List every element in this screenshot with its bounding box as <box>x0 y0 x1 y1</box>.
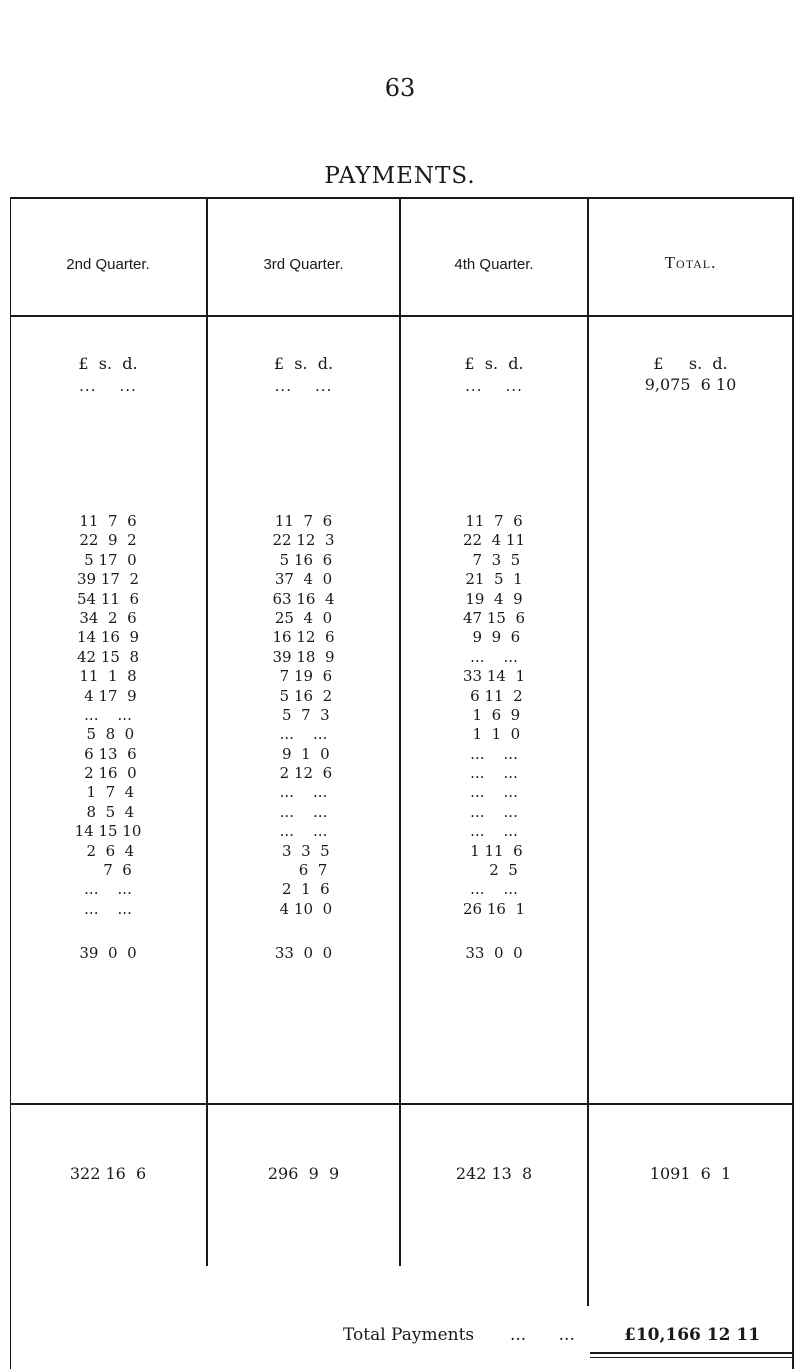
table-row: 22 12 3 <box>272 531 335 550</box>
table-row: 2 16 0 <box>79 764 137 783</box>
table-row: ... ... <box>84 705 132 724</box>
table-row: ... ... <box>84 899 132 918</box>
total-4th-quarter: 242 13 8 <box>455 1164 533 1183</box>
table-row: ... ... <box>470 783 518 802</box>
total-2nd-quarter: 322 16 6 <box>69 1164 147 1183</box>
table-row: ... ... <box>470 802 518 821</box>
table-row: ... ... <box>84 880 132 899</box>
table-row: ... ... <box>470 744 518 763</box>
table-row: 34 2 6 <box>79 608 137 627</box>
table-row: 6 13 6 <box>79 744 137 763</box>
table-row: ... ... <box>470 822 518 841</box>
unit-4th-quarter: £ s. d. <box>464 354 524 373</box>
total-total: 1091 6 1 <box>649 1164 732 1183</box>
table-row: 5 16 2 <box>274 686 333 705</box>
table-row: 42 15 8 <box>76 647 140 666</box>
header-total: Total. <box>664 253 717 272</box>
header-2nd-quarter: 2nd Quarter. <box>66 256 150 273</box>
bottom-rule <box>590 1352 794 1354</box>
table-row: ... ... <box>470 647 518 666</box>
table-row: 2 5 <box>470 861 518 880</box>
table-top-rule <box>10 197 794 199</box>
rows-3rd-quarter <box>208 512 399 919</box>
table-row: 25 4 0 <box>274 608 333 627</box>
footer-leaders: ... ... <box>510 1325 575 1345</box>
table-right-rule <box>792 197 794 1369</box>
totals-rule <box>10 1103 794 1105</box>
header-4th-quarter: 4th Quarter. <box>454 256 534 273</box>
first-2nd-quarter: ... ... <box>79 377 137 395</box>
first-3rd-quarter: ... ... <box>274 377 333 395</box>
table-row: 5 7 3 <box>277 705 330 724</box>
table-row: ... ... <box>279 783 328 802</box>
table-row: 47 15 6 <box>462 608 526 627</box>
subtotal-4th-quarter: 33 0 0 <box>465 944 523 962</box>
table-row: 7 19 6 <box>274 667 333 686</box>
table-row: 26 16 1 <box>462 899 526 918</box>
unit-3rd-quarter: £ s. d. <box>273 354 334 373</box>
table-row: ... ... <box>279 725 328 744</box>
table-row: 11 1 8 <box>79 667 137 686</box>
table-row: 7 3 5 <box>467 550 521 569</box>
first-4th-quarter: ... ... <box>465 377 523 395</box>
table-row: 7 6 <box>84 861 132 880</box>
table-row: 5 16 6 <box>274 550 333 569</box>
table-row: 39 18 9 <box>272 647 335 666</box>
table-row: 4 10 0 <box>274 899 333 918</box>
footer-label: Total Payments <box>343 1325 475 1345</box>
table-row: 14 16 9 <box>76 628 140 647</box>
table-row: 19 4 9 <box>465 589 523 608</box>
table-row: 9 9 6 <box>467 628 521 647</box>
table-row: 37 4 0 <box>274 570 333 589</box>
table-row: ... ... <box>470 880 518 899</box>
table-row: 11 7 6 <box>79 512 137 530</box>
table-row: 4 17 9 <box>79 686 137 705</box>
table-row: ... ... <box>279 822 328 841</box>
unit-2nd-quarter: £ s. d. <box>78 354 138 373</box>
unit-total: £ s. d. <box>653 354 728 373</box>
table-row: 5 8 0 <box>81 725 135 744</box>
table-row: 14 15 10 <box>74 822 142 841</box>
table-row: 11 7 6 <box>465 512 523 530</box>
subtotal-3rd-quarter: 33 0 0 <box>274 944 333 962</box>
subtotal-2nd-quarter: 39 0 0 <box>79 944 137 962</box>
table-row: 63 16 4 <box>272 589 335 608</box>
table-row: 1 11 6 <box>465 841 523 860</box>
table-row: ... ... <box>279 802 328 821</box>
table-row: 5 17 0 <box>79 550 137 569</box>
header-rule <box>10 315 794 317</box>
table-row: 16 12 6 <box>272 628 335 647</box>
table-row: 6 7 <box>279 861 328 880</box>
rows-4th-quarter <box>401 512 587 919</box>
table-row: 21 5 1 <box>465 570 523 589</box>
table-row: 1 7 4 <box>81 783 135 802</box>
table-row: 3 3 5 <box>277 841 330 860</box>
page-title: PAYMENTS. <box>324 163 476 189</box>
total-3rd-quarter: 296 9 9 <box>267 1164 340 1183</box>
table-row: ... ... <box>470 764 518 783</box>
bottom-rule-2 <box>590 1357 794 1358</box>
table-row: 11 7 6 <box>274 512 333 530</box>
table-row: 2 1 6 <box>277 880 330 899</box>
header-3rd-quarter: 3rd Quarter. <box>263 256 344 273</box>
table-row: 33 14 1 <box>462 667 526 686</box>
table-row: 9 1 0 <box>277 744 330 763</box>
table-row: 8 5 4 <box>81 802 135 821</box>
table-row: 2 12 6 <box>274 764 333 783</box>
first-total: 9,075 6 10 <box>644 375 737 394</box>
table-row: 39 17 2 <box>76 570 140 589</box>
table-row: 22 4 11 <box>462 531 526 550</box>
table-row: 2 6 4 <box>81 841 135 860</box>
table-row: 22 9 2 <box>79 531 137 550</box>
table-row: 1 6 9 <box>467 705 521 724</box>
page-number: 63 <box>384 74 416 102</box>
rows-2nd-quarter <box>10 512 206 919</box>
table-row: 1 1 0 <box>467 725 521 744</box>
table-row: 54 11 6 <box>76 589 140 608</box>
footer-amount: £10,166 12 11 <box>624 1325 761 1345</box>
table-row: 6 11 2 <box>465 686 523 705</box>
